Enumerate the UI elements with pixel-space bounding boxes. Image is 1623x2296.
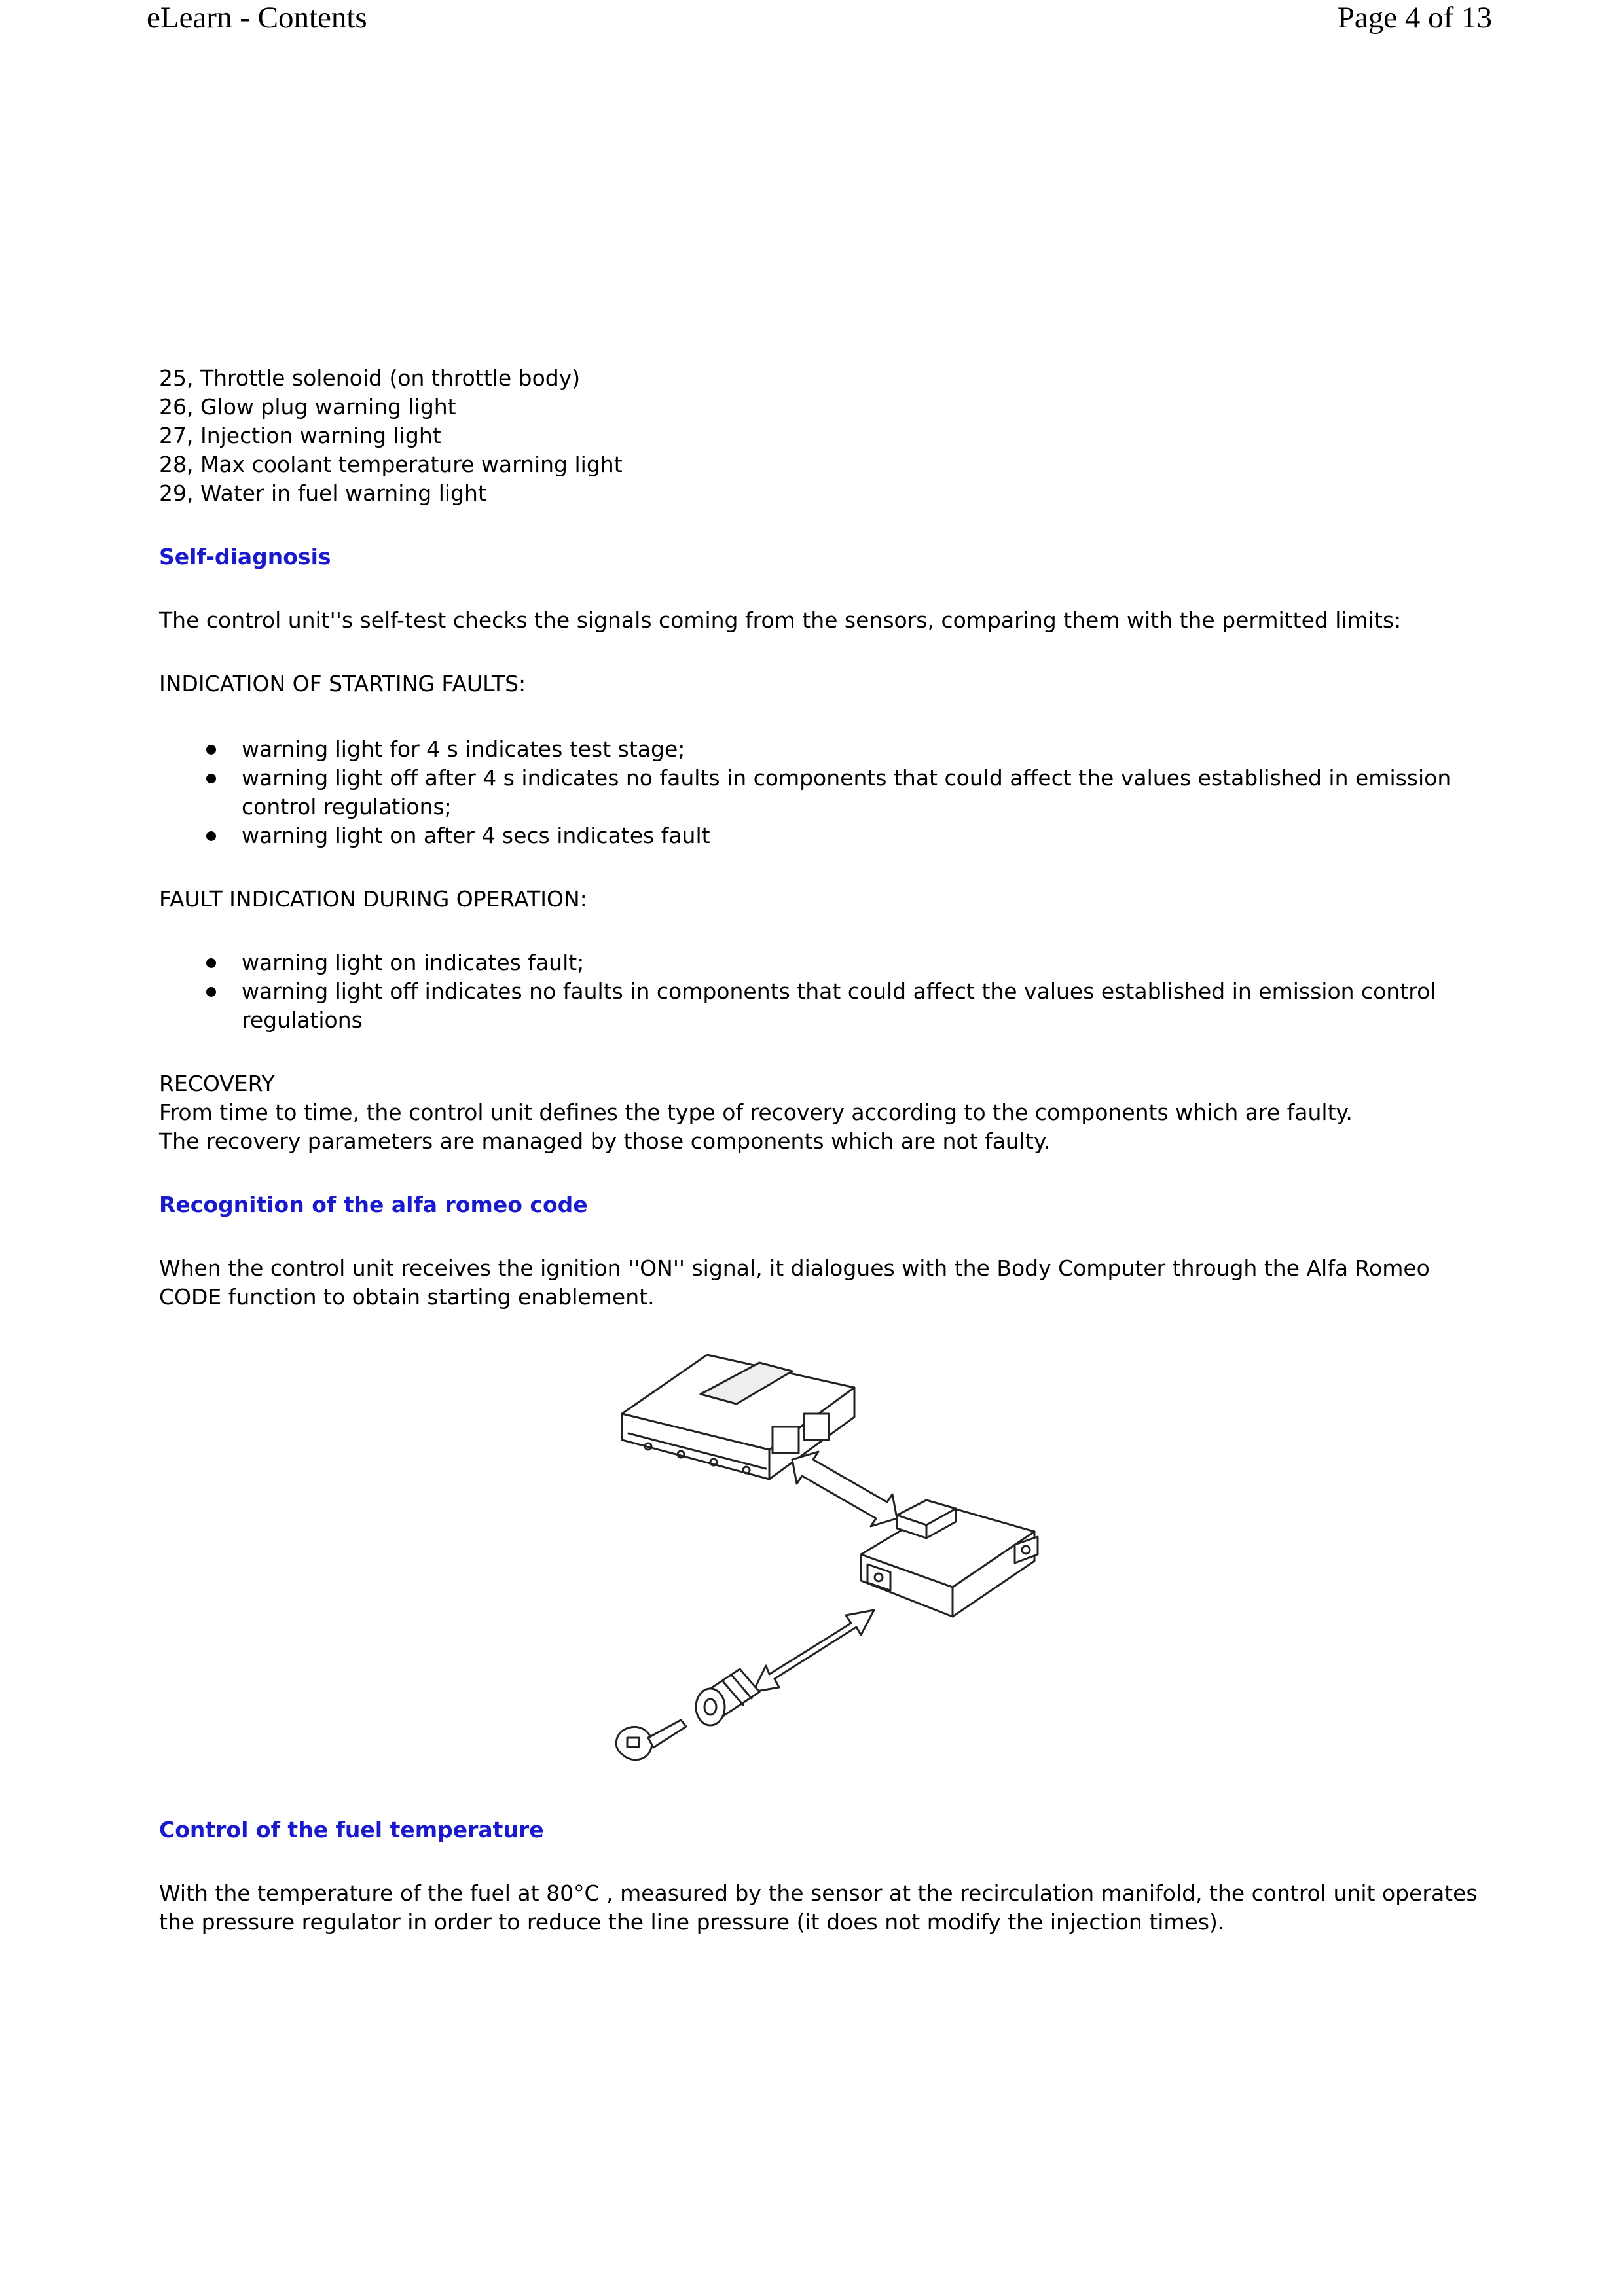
operation-faults-title: FAULT INDICATION DURING OPERATION: [159, 886, 587, 912]
list-item [159, 821, 1488, 850]
self-diagnosis-heading: Self-diagnosis [159, 544, 331, 569]
fuel-temperature-text: With the temperature of the fuel at 80°C , measured by the sensor at the recirculation manifold, the control unit operates the pressure regulator in order to reduce the line pressure (it does not modify the injection times). [159, 1880, 1478, 1935]
key-icon [616, 1720, 686, 1760]
bullet-icon [206, 831, 216, 841]
bullet-icon [206, 745, 216, 755]
recovery-text: The recovery parameters are managed by those components which are not faulty. [159, 1128, 1051, 1154]
starting-faults-title: INDICATION OF STARTING FAULTS: [159, 671, 526, 696]
list-item [159, 764, 1488, 821]
list-item-text: warning light on indicates fault; [242, 950, 585, 975]
double-arrow-icon [753, 1610, 874, 1692]
document-title: eLearn - Contents [147, 1, 367, 35]
legend-item: 28, Max coolant temperature warning light [159, 452, 623, 477]
control-unit-illustration [622, 1355, 854, 1479]
list-item-text: warning light off after 4 s indicates no faults in components that could affect the values established in emission control regulations; [242, 765, 1451, 819]
list-item-text: warning light on after 4 secs indicates fault [242, 823, 710, 848]
self-diagnosis-intro: The control unit''s self-test checks the signals coming from the sensors, comparing them with the permitted limits: [159, 607, 1402, 633]
operation-faults-list [159, 948, 1488, 1035]
bullet-icon [206, 987, 216, 997]
recovery-title: RECOVERY [159, 1071, 275, 1096]
list-item [159, 977, 1488, 1035]
list-item-text: warning light for 4 s indicates test stage; [242, 736, 685, 762]
recognition-heading: Recognition of the alfa romeo code [159, 1192, 588, 1217]
ignition-switch-illustration [696, 1669, 759, 1725]
code-system-illustration [609, 1329, 1048, 1787]
legend-item: 29, Water in fuel warning light [159, 480, 486, 506]
legend-item: 25, Throttle solenoid (on throttle body) [159, 365, 581, 391]
legend-item: 27, Injection warning light [159, 423, 441, 448]
double-arrow-icon [792, 1452, 897, 1526]
list-item [159, 948, 1488, 977]
page-number: Page 4 of 13 [1337, 1, 1492, 35]
recovery-text: From time to time, the control unit defines the type of recovery according to the components which are faulty. [159, 1100, 1353, 1125]
bullet-icon [206, 774, 216, 783]
starting-faults-list [159, 735, 1488, 850]
legend-item: 26, Glow plug warning light [159, 394, 456, 420]
bullet-icon [206, 958, 216, 968]
list-item [159, 735, 1488, 764]
fuel-temperature-heading: Control of the fuel temperature [159, 1817, 544, 1842]
recognition-text: When the control unit receives the ignition ''ON'' signal, it dialogues with the Body Computer through the Alfa Romeo CODE function to obtain starting enablement. [159, 1255, 1430, 1310]
list-item-text: warning light off indicates no faults in components that could affect the values established in emission control regulations [242, 978, 1436, 1033]
